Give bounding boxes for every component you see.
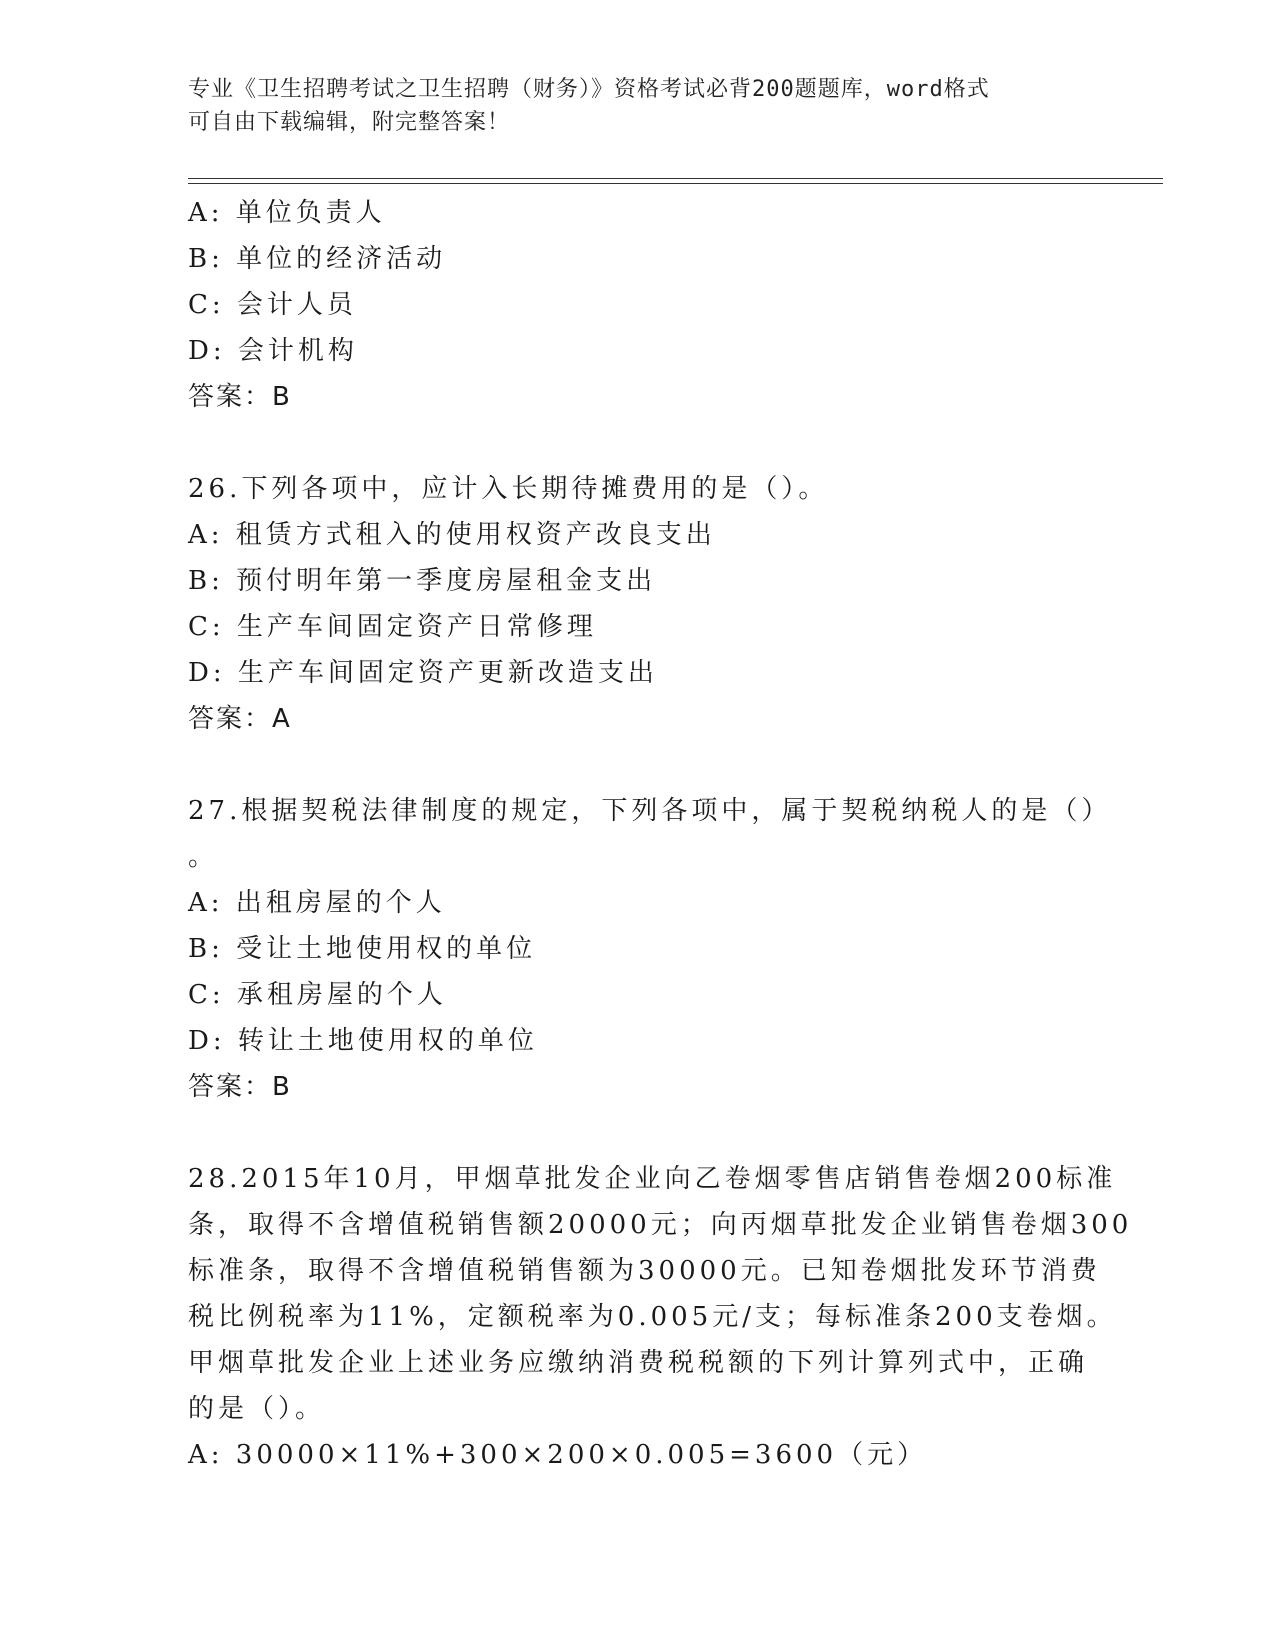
question-stem [188,1156,1133,1432]
option-d: D: 会计机构 [188,336,358,366]
option-a: A: 单位负责人 [188,198,386,228]
question-stem-line: 。 [188,842,219,872]
question-stem-line: 27.根据契税法律制度的规定，下列各项中，属于契税纳税人的是（） [188,796,1112,826]
header-divider-bottom [188,183,1163,184]
question-stem-line: 26.下列各项中，应计入长期待摊费用的是（）。 [188,474,829,504]
option-c: C: 承租房屋的个人 [188,980,447,1010]
question-stem-line: 税比例税率为11%，定额税率为0.005元/支；每标准条200支卷烟。 [188,1302,1117,1332]
question-stem-line: 甲烟草批发企业上述业务应缴纳消费税税额的下列计算列式中，正确 [188,1348,1089,1378]
question-item [188,190,1088,420]
question-stem-line: 的是（）。 [188,1394,326,1424]
answer-label: 答案：A [188,704,292,734]
header-divider-top [188,178,1163,179]
question-item [188,788,1112,1110]
answer-label: 答案：B [188,1072,292,1102]
option-d: D: 转让土地使用权的单位 [188,1026,538,1056]
option-a: A: 出租房屋的个人 [188,888,446,918]
option-b: B: 单位的经济活动 [188,244,447,274]
answer-label: 答案：B [188,382,292,412]
question-stem [188,466,1088,512]
header-line-2: 可自由下载编辑，附完整答案！ [188,110,511,135]
header-line-1: 专业《卫生招聘考试之卫生招聘（财务）》资格考试必背200题题库，word格式 [188,77,990,102]
question-item [188,466,1088,742]
option-a: A: 30000×11%+300×200×0.005=3600（元） [188,1440,928,1470]
question-list [188,190,1133,1478]
option-c: C: 生产车间固定资产日常修理 [188,612,597,642]
option-b: B: 受让土地使用权的单位 [188,934,537,964]
option-d: D: 生产车间固定资产更新改造支出 [188,658,658,688]
question-stem-line: 标准条，取得不含增值税销售额为30000元。已知卷烟批发环节消费 [188,1256,1101,1286]
option-b: B: 预付明年第一季度房屋租金支出 [188,566,657,596]
option-c: C: 会计人员 [188,290,357,320]
question-stem-line: 28.2015年10月，甲烟草批发企业向乙卷烟零售店销售卷烟200标准 [188,1164,1117,1194]
question-item [188,1156,1133,1478]
question-stem-line: 条，取得不含增值税销售额20000元；向丙烟草批发企业销售卷烟300 [188,1210,1133,1240]
option-a: A: 租赁方式租入的使用权资产改良支出 [188,520,716,550]
document-header [188,73,1088,139]
question-stem [188,788,1112,880]
